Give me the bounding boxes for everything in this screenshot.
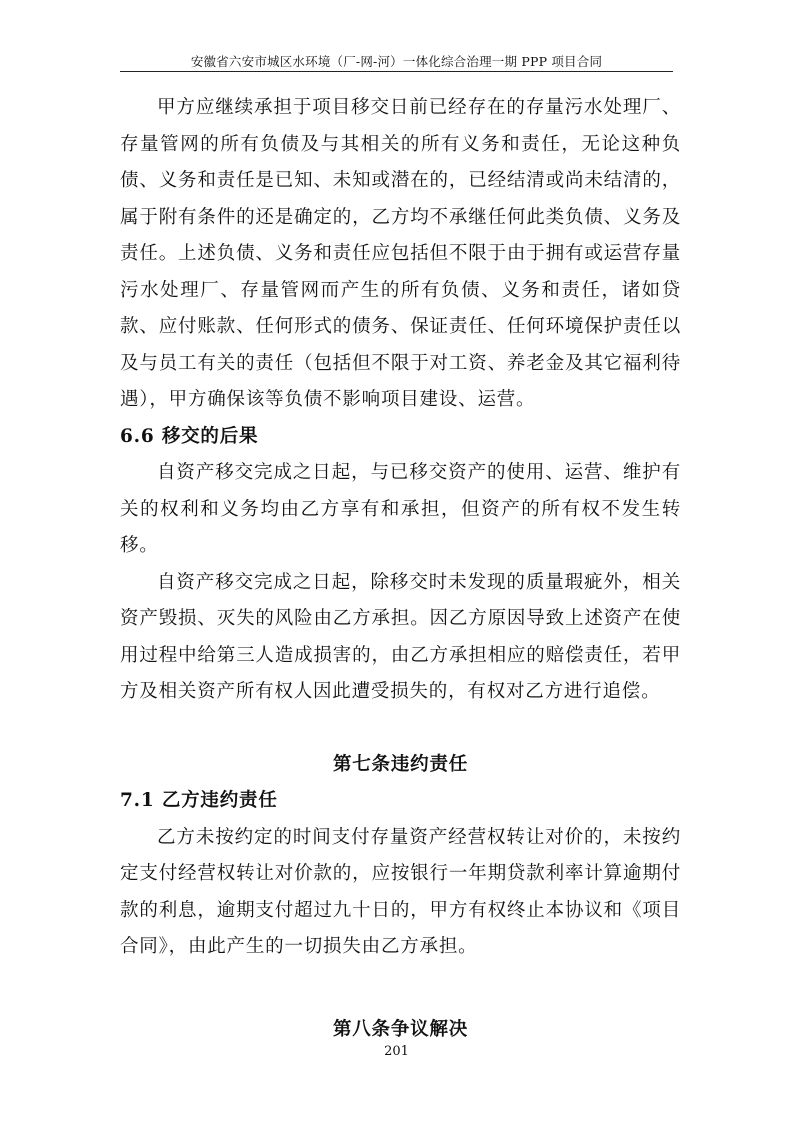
spacer	[120, 966, 681, 1012]
running-header: 安徽省六安市城区水环境（厂-网-河）一体化综合治理一期 PPP 项目合同	[190, 54, 603, 69]
paragraph-transfer-rights: 自资产移交完成之日起，与已移交资产的使用、运营、维护有关的权利和义务均由乙方享有和承担，但资产的所有权不发生转移。	[120, 462, 681, 556]
header-divider	[120, 71, 673, 72]
paragraph-existing-liabilities: 甲方应继续承担于项目移交日前已经存在的存量污水处理厂、存量管网的所有负债及与其相关的所有义务和责任，无论这种负债、义务和责任是已知、未知或潜在的，已经结清或尚未结清的，属于附有条件的还是确定的，乙方均不承继任何此类负债、义务及责任。上述负债、义务和责任应包括但不限于由于拥有或运营存量污水处理厂、存量管网而产生的所有负债、义务和责任，诸如贷款、应付账款、任何形式的债务、保证责任、任何环境保护责任以及与员工有关的责任（包括但不限于对工资、养老金及其它福利待遇），甲方确保该等负债不影响项目建设、运营。	[120, 97, 681, 410]
page-number: 201	[384, 1044, 409, 1059]
paragraph-transfer-risk: 自资产移交完成之日起，除移交时未发现的质量瑕疵外，相关资产毁损、灭失的风险由乙方承担。因乙方原因导致上述资产在使用过程中给第三人造成损害的，由乙方承担相应的赔偿责任，若甲方及相关资产所有权人因此遭受损失的，有权对乙方进行追偿。	[120, 571, 681, 702]
section-heading-6-6: 6.6 移交的后果	[120, 425, 259, 447]
section-heading-7-1: 7.1 乙方违约责任	[120, 790, 278, 811]
document-body	[120, 90, 681, 1048]
spacer	[120, 711, 681, 747]
chapter-title-7: 第七条违约责任	[332, 753, 469, 775]
chapter-title-8: 第八条争议解决	[332, 1018, 469, 1040]
paragraph-party-b-default: 乙方未按约定的时间支付存量资产经营权转让对价的，未按约定支付经营权转让对价款的，应按银行一年期贷款利率计算逾期付款的利息，逾期支付超过九十日的，甲方有权终止本协议和《项目合同》，由此产生的一切损失由乙方承担。	[120, 826, 681, 957]
